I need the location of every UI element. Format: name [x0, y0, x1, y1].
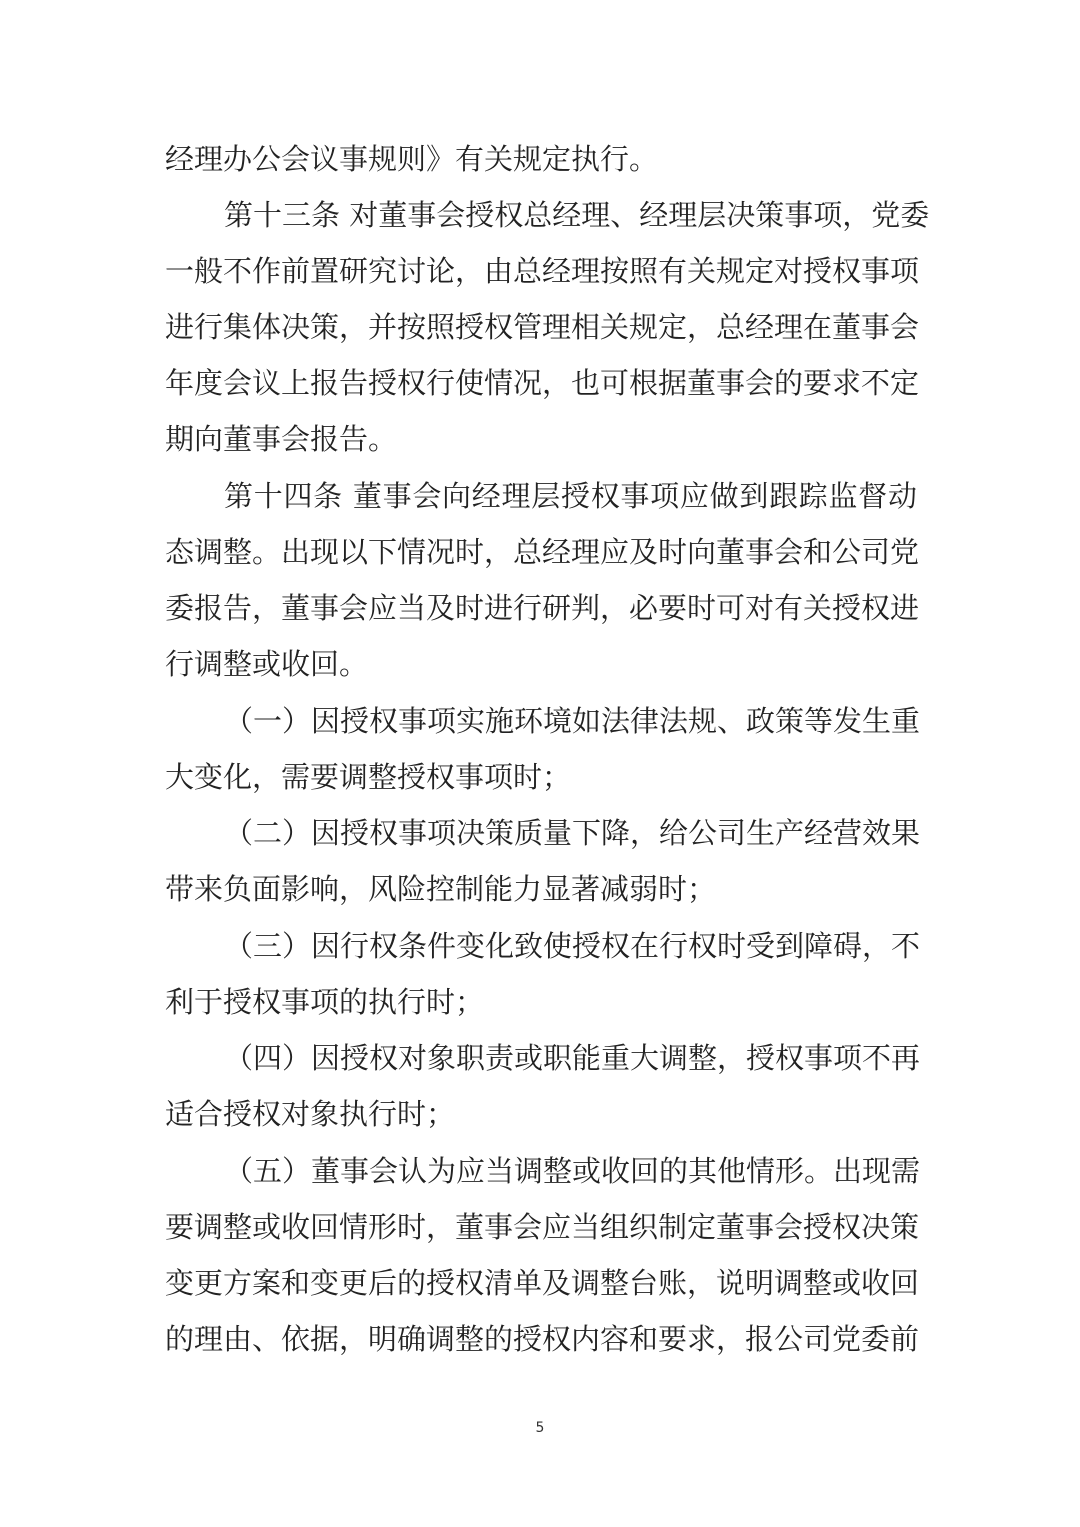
- text-line-8: 态调整。出现以下情况时，总经理应及时向董事会和公司党: [165, 535, 920, 569]
- text-line-5: 年度会议上报告授权行使情况，也可根据董事会的要求不定: [165, 366, 920, 400]
- list-item-1-line-2: 大变化，需要调整授权事项时；: [165, 760, 572, 794]
- list-item-2-line-1: （二）因授权事项决策质量下降，给公司生产经营效果: [224, 816, 921, 850]
- list-item-3-line-2: 利于授权事项的执行时；: [165, 985, 485, 1019]
- list-item-1-line-1: （一）因授权事项实施环境如法律法规、政策等发生重: [224, 704, 921, 738]
- text-line-6: 期向董事会报告。: [165, 422, 398, 456]
- list-item-5-line-2: 要调整或收回情形时，董事会应当组织制定董事会授权决策: [165, 1210, 920, 1244]
- page-number: 5: [535, 1420, 545, 1436]
- list-item-3-line-1: （三）因行权条件变化致使授权在行权时受到障碍，不: [224, 929, 921, 963]
- list-item-2-line-2: 带来负面影响，风险控制能力显著减弱时；: [165, 872, 717, 906]
- article-14-heading-line: 第十四条 董事会向经理层授权事项应做到跟踪监督动: [224, 479, 917, 513]
- list-item-5-line-1: （五）董事会认为应当调整或收回的其他情形。出现需: [224, 1154, 921, 1188]
- list-item-4-line-1: （四）因授权对象职责或职能重大调整，授权事项不再: [224, 1041, 921, 1075]
- list-item-4-line-2: 适合授权对象执行时；: [165, 1097, 456, 1131]
- article-13-heading-line: 第十三条 对董事会授权总经理、经理层决策事项，党委: [224, 198, 930, 232]
- text-line-1: 经理办公会议事规则》有关规定执行。: [165, 142, 659, 176]
- text-line-10: 行调整或收回。: [165, 647, 369, 681]
- list-item-5-line-4: 的理由、依据，明确调整的授权内容和要求，报公司党委前: [165, 1322, 920, 1356]
- list-item-5-line-3: 变更方案和变更后的授权清单及调整台账，说明调整或收回: [165, 1266, 920, 1300]
- text-line-9: 委报告，董事会应当及时进行研判，必要时可对有关授权进: [165, 591, 920, 625]
- text-line-4: 进行集体决策，并按照授权管理相关规定，总经理在董事会: [165, 310, 920, 344]
- text-line-3: 一般不作前置研究讨论，由总经理按照有关规定对授权事项: [165, 254, 920, 288]
